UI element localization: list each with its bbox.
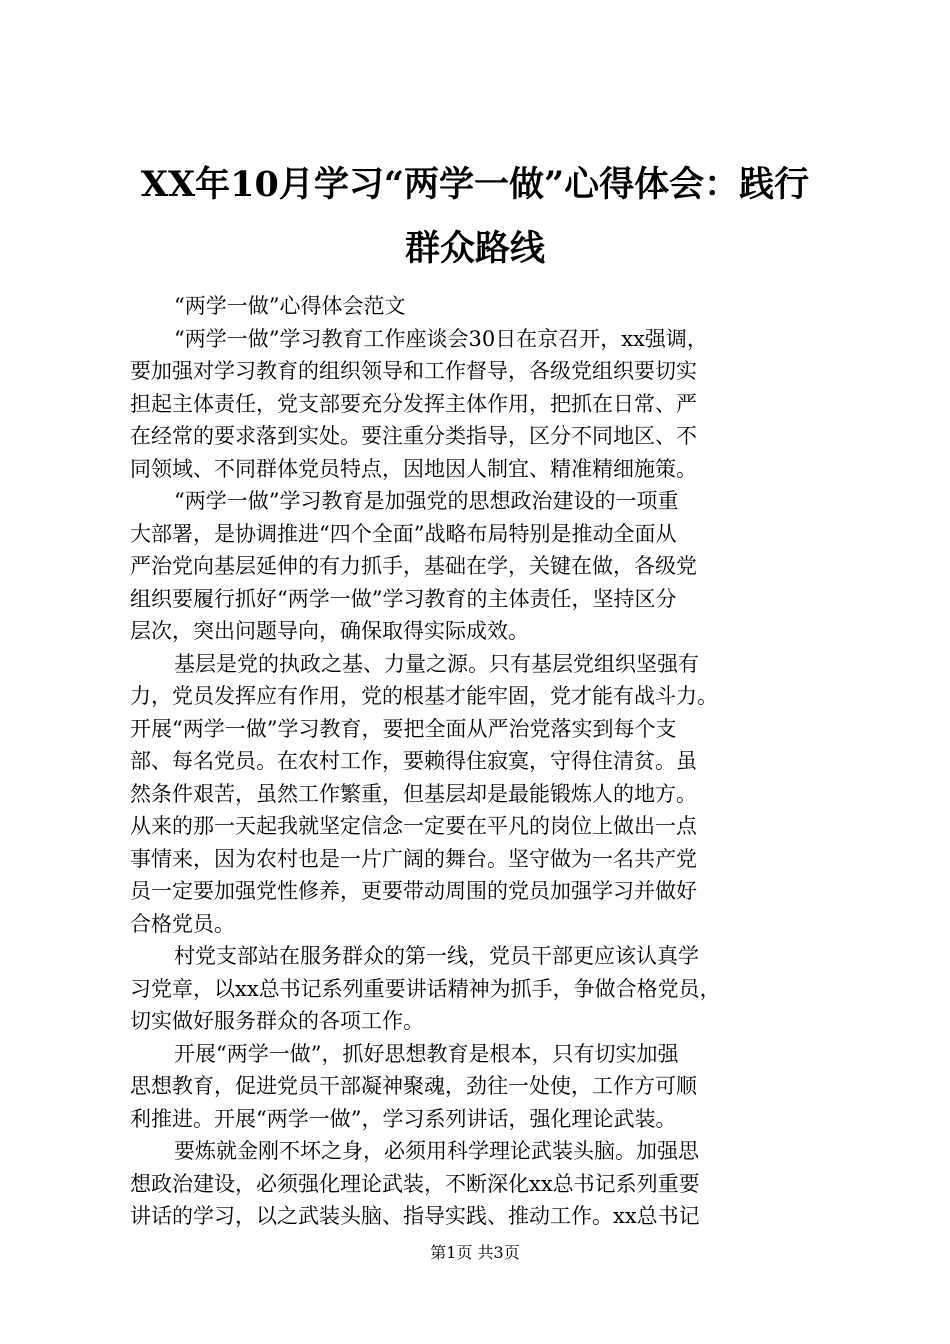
body-line: 从来的那一天起我就坚定信念一定要在平凡的岗位上做出一点	[130, 814, 697, 838]
body-line: 思想教育，促进党员干部凝神聚魂，劲往一处使，工作方可顺	[130, 1074, 697, 1098]
body-line: 开展“两学一做”，抓好思想教育是根本，只有切实加强	[174, 1041, 679, 1066]
body-line: 大部署，是协调推进“四个全面”战略布局特别是推动全面从	[130, 521, 677, 546]
body-line: “两学一做”学习教育工作座谈会30日在京召开，xx强调，	[174, 326, 708, 351]
document-title-line-2: 群众路线	[404, 228, 545, 269]
body-line: 同领域、不同群体党员特点，因地因人制宜、精准精细施策。	[130, 456, 697, 481]
body-line: 部、每名党员。在农村工作，要赖得住寂寞，守得住清贫。虽	[130, 749, 697, 773]
body-line: 村党支部站在服务群众的第一线，党员干部更应该认真学	[174, 944, 699, 968]
body-line: “两学一做”学习教育是加强党的思想政治建设的一项重	[174, 489, 679, 513]
body-line: 员一定要加强党性修养，更要带动周围的党员加强学习并做好	[130, 879, 697, 903]
body-line: 在经常的要求落到实处。要注重分类指导，区分不同地区、不	[130, 424, 697, 448]
body-line: “两学一做”心得体会范文	[174, 294, 406, 318]
body-line: 担起主体责任，党支部要充分发挥主体作用，把抓在日常、严	[130, 391, 697, 416]
body-line: 要加强对学习教育的组织领导和工作督导，各级党组织要切实	[130, 359, 697, 383]
body-line: 想政治建设，必须强化理论武装，不断深化xx总书记系列重要	[130, 1171, 700, 1196]
body-line: 基层是党的执政之基、力量之源。只有基层党组织坚强有	[174, 651, 699, 676]
body-line: 层次，突出问题导向，确保取得实际成效。	[130, 619, 529, 643]
body-line: 要炼就金刚不坏之身，必须用科学理论武装头脑。加强思	[174, 1139, 699, 1163]
document-title-line-1: XX年10月学习“两学一做”心得体会：践行	[140, 164, 810, 205]
body-line: 开展“两学一做”学习教育，要把全面从严治党落实到每个支	[130, 716, 677, 741]
page-number-footer: 第1页 共3页	[430, 1243, 520, 1262]
body-line: 讲话的学习，以之武装头脑、指导实践、推动工作。xx总书记	[130, 1204, 700, 1228]
body-line: 切实做好服务群众的各项工作。	[130, 1009, 424, 1033]
body-line: 严治党向基层延伸的有力抓手，基础在学，关键在做，各级党	[130, 554, 697, 578]
body-line: 组织要履行抓好“两学一做”学习教育的主体责任，坚持区分	[130, 586, 677, 611]
body-line: 合格党员。	[130, 911, 235, 936]
body-line: 事情来，因为农村也是一片广阔的舞台。坚守做为一名共产党	[130, 846, 697, 871]
body-line: 利推进。开展“两学一做”，学习系列讲话，强化理论武装。	[130, 1106, 677, 1131]
body-line: 力，党员发挥应有作用，党的根基才能牢固，党才能有战斗力。	[130, 684, 718, 708]
document-body	[130, 290, 820, 1233]
body-line: 习党章，以xx总书记系列重要讲话精神为抓手，争做合格党员，	[130, 976, 721, 1001]
body-line: 然条件艰苦，虽然工作繁重，但基层却是最能锻炼人的地方。	[130, 781, 697, 806]
